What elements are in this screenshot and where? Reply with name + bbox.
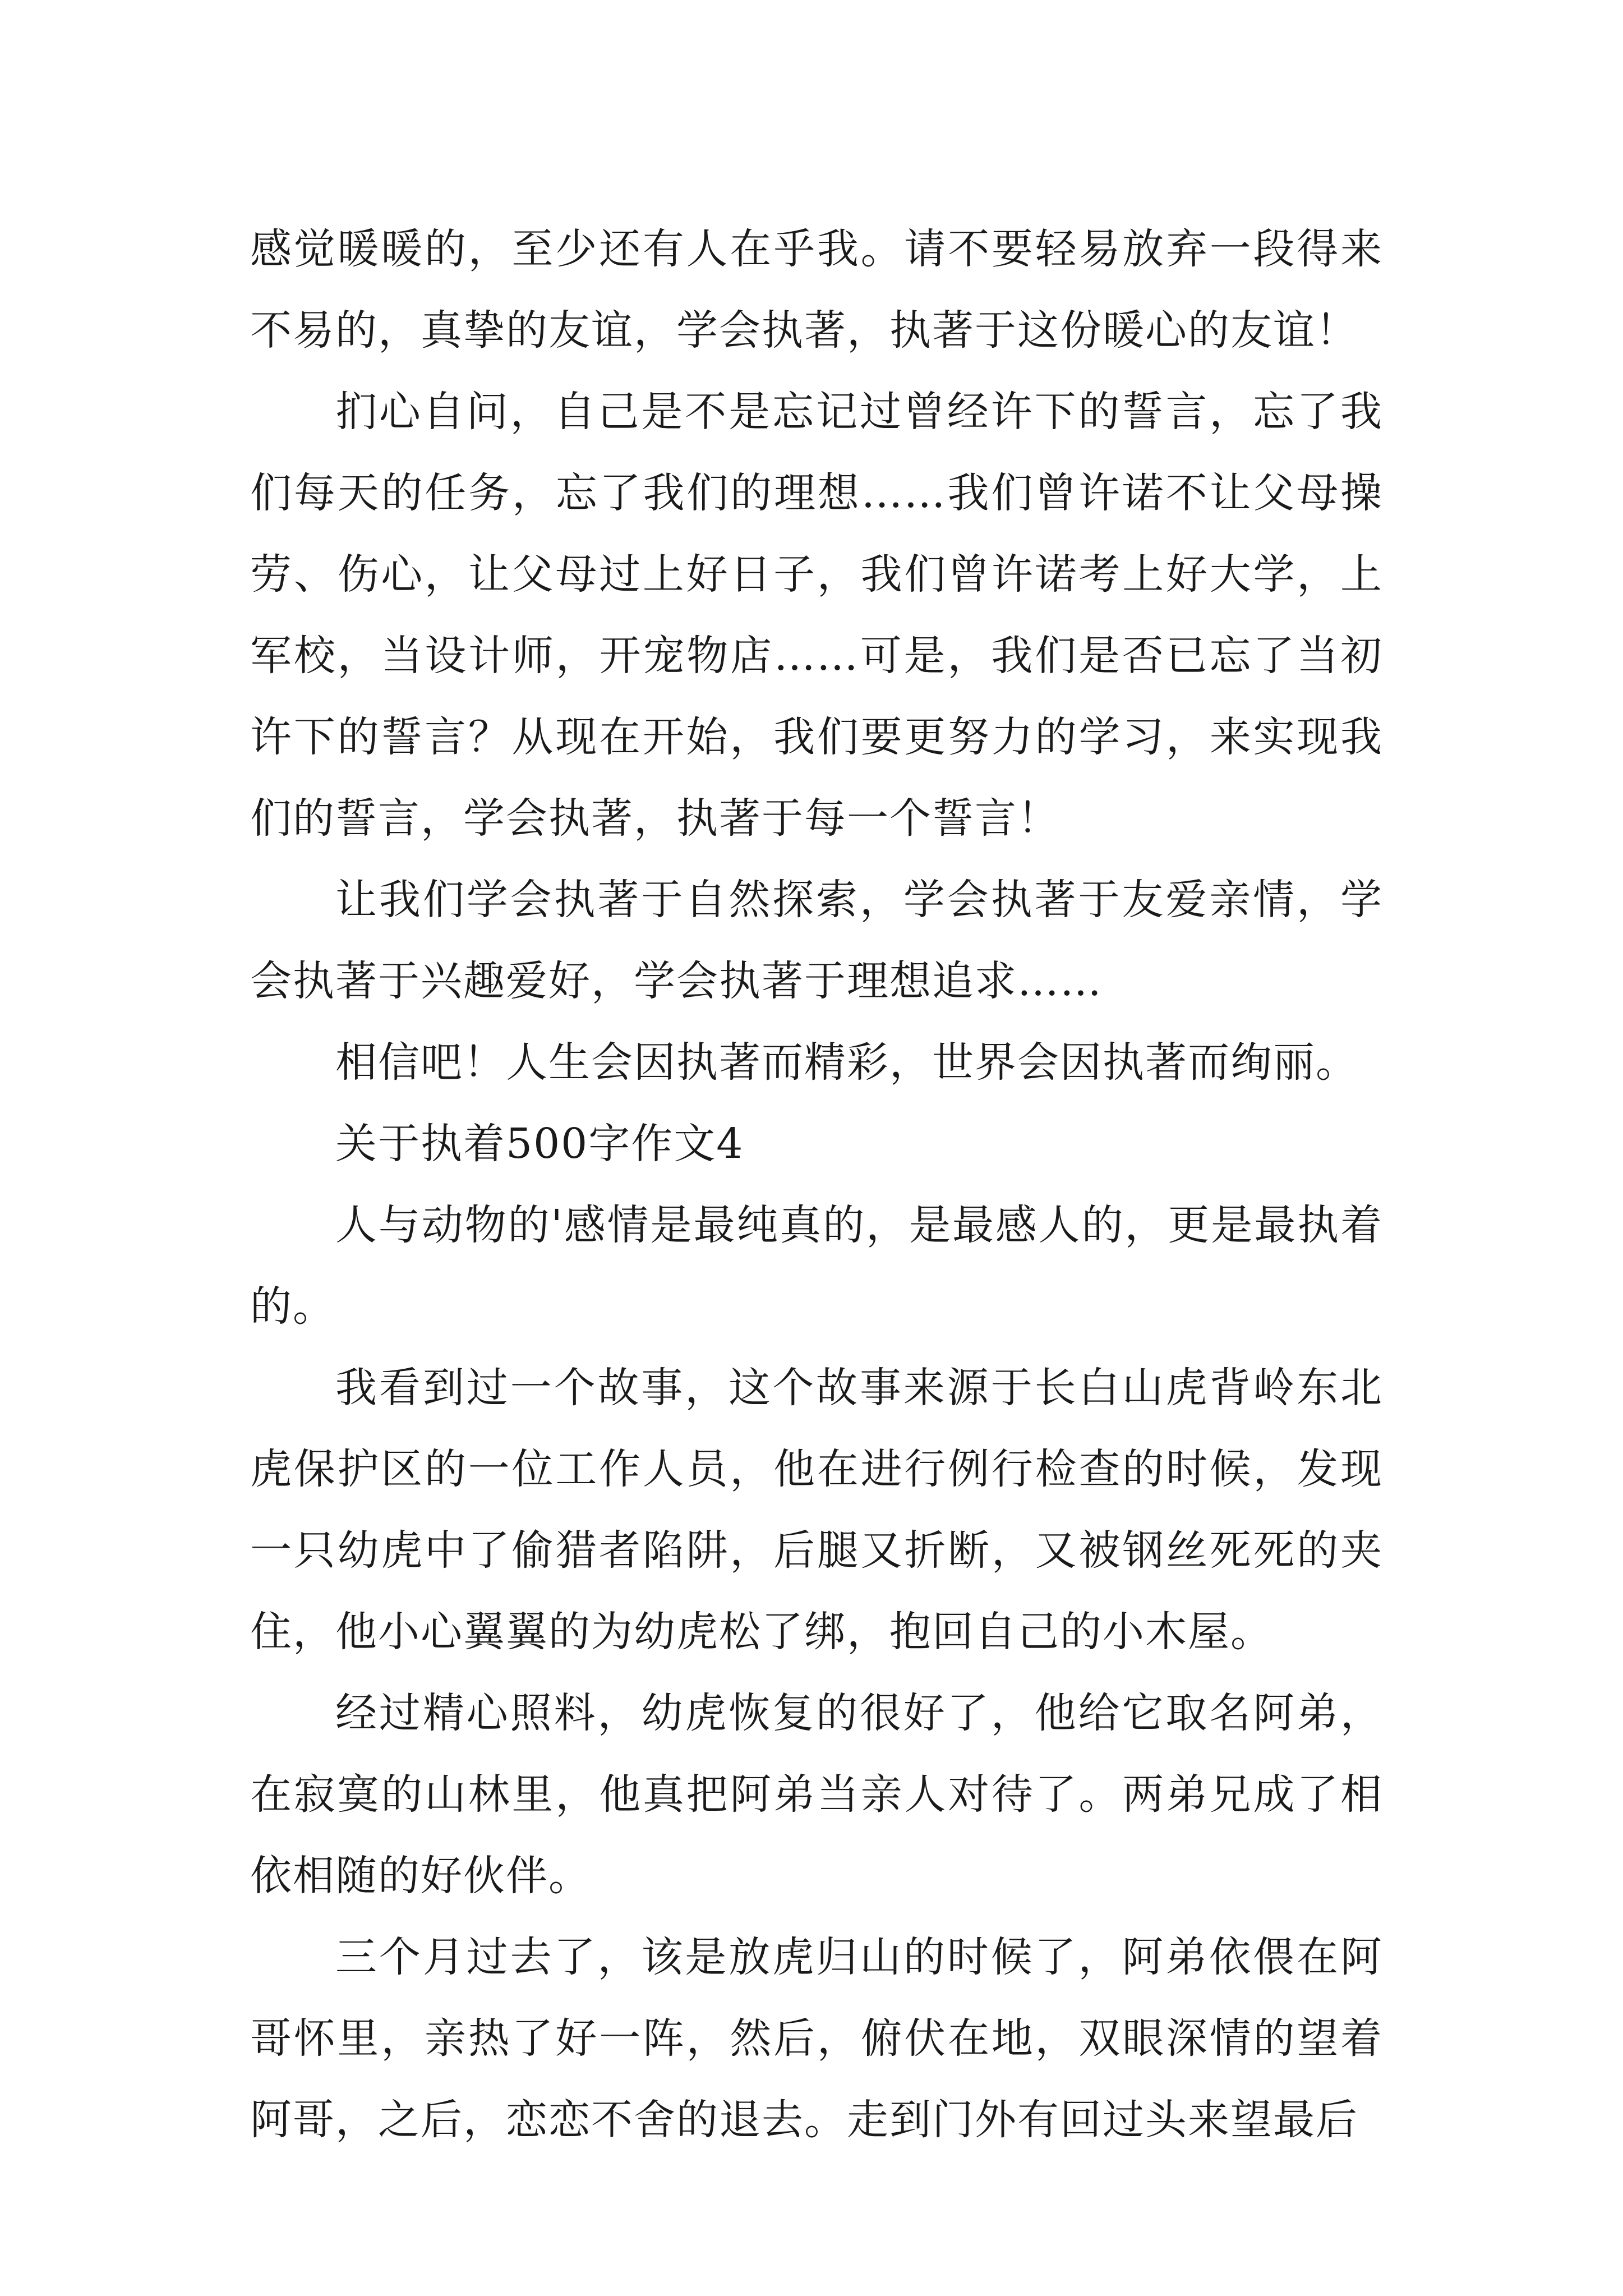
paragraph: 扪心自问，自己是不是忘记过曾经许下的誓言，忘了我们每天的任务，忘了我们的理想……我们曾许诺不让父母操劳、伤心，让父母过上好日子，我们曾许诺考上好大学，上军校，当设计师，开宠物店……可是，我们是否已忘了当初许下的誓言？从现在开始，我们要更努力的学习，来实现我们的誓言，学会执著，执著于每一个誓言！ (250, 388, 1383, 843)
document-body (250, 209, 1383, 2161)
paragraph: 三个月过去了，该是放虎归山的时候了，阿弟依偎在阿哥怀里，亲热了好一阵，然后，俯伏在地，双眼深情的望着阿哥，之后，恋恋不舍的退去。走到门外有回过头来望最后 (250, 1933, 1383, 2144)
paragraph: 相信吧！人生会因执著而精彩，世界会因执著而绚丽。 (335, 1038, 1358, 1087)
paragraph: 经过精心照料，幼虎恢复的很好了，他给它取名阿弟，在寂寞的山林里，他真把阿弟当亲人对待了。两弟兄成了相依相随的好伙伴。 (250, 1689, 1383, 1900)
paragraph: 我看到过一个故事，这个故事来源于长白山虎背岭东北虎保护区的一位工作人员，他在进行例行检查的时候，发现一只幼虎中了偷猎者陷阱，后腿又折断，又被钢丝死死的夹住，他小心翼翼的为幼虎松了绑，抱回自己的小木屋。 (250, 1364, 1383, 1656)
paragraph: 人与动物的'感情是最纯真的，是最感人的，更是最执着的。 (250, 1201, 1383, 1331)
paragraph: 让我们学会执著于自然探索，学会执著于友爱亲情，学会执著于兴趣爱好，学会执著于理想追求…… (250, 876, 1383, 1005)
paragraph: 感觉暖暖的，至少还有人在乎我。请不要轻易放弃一段得来不易的，真挚的友谊，学会执著，执著于这份暖心的友谊！ (250, 225, 1383, 355)
section-heading: 关于执着500字作文4 (335, 1120, 744, 1168)
